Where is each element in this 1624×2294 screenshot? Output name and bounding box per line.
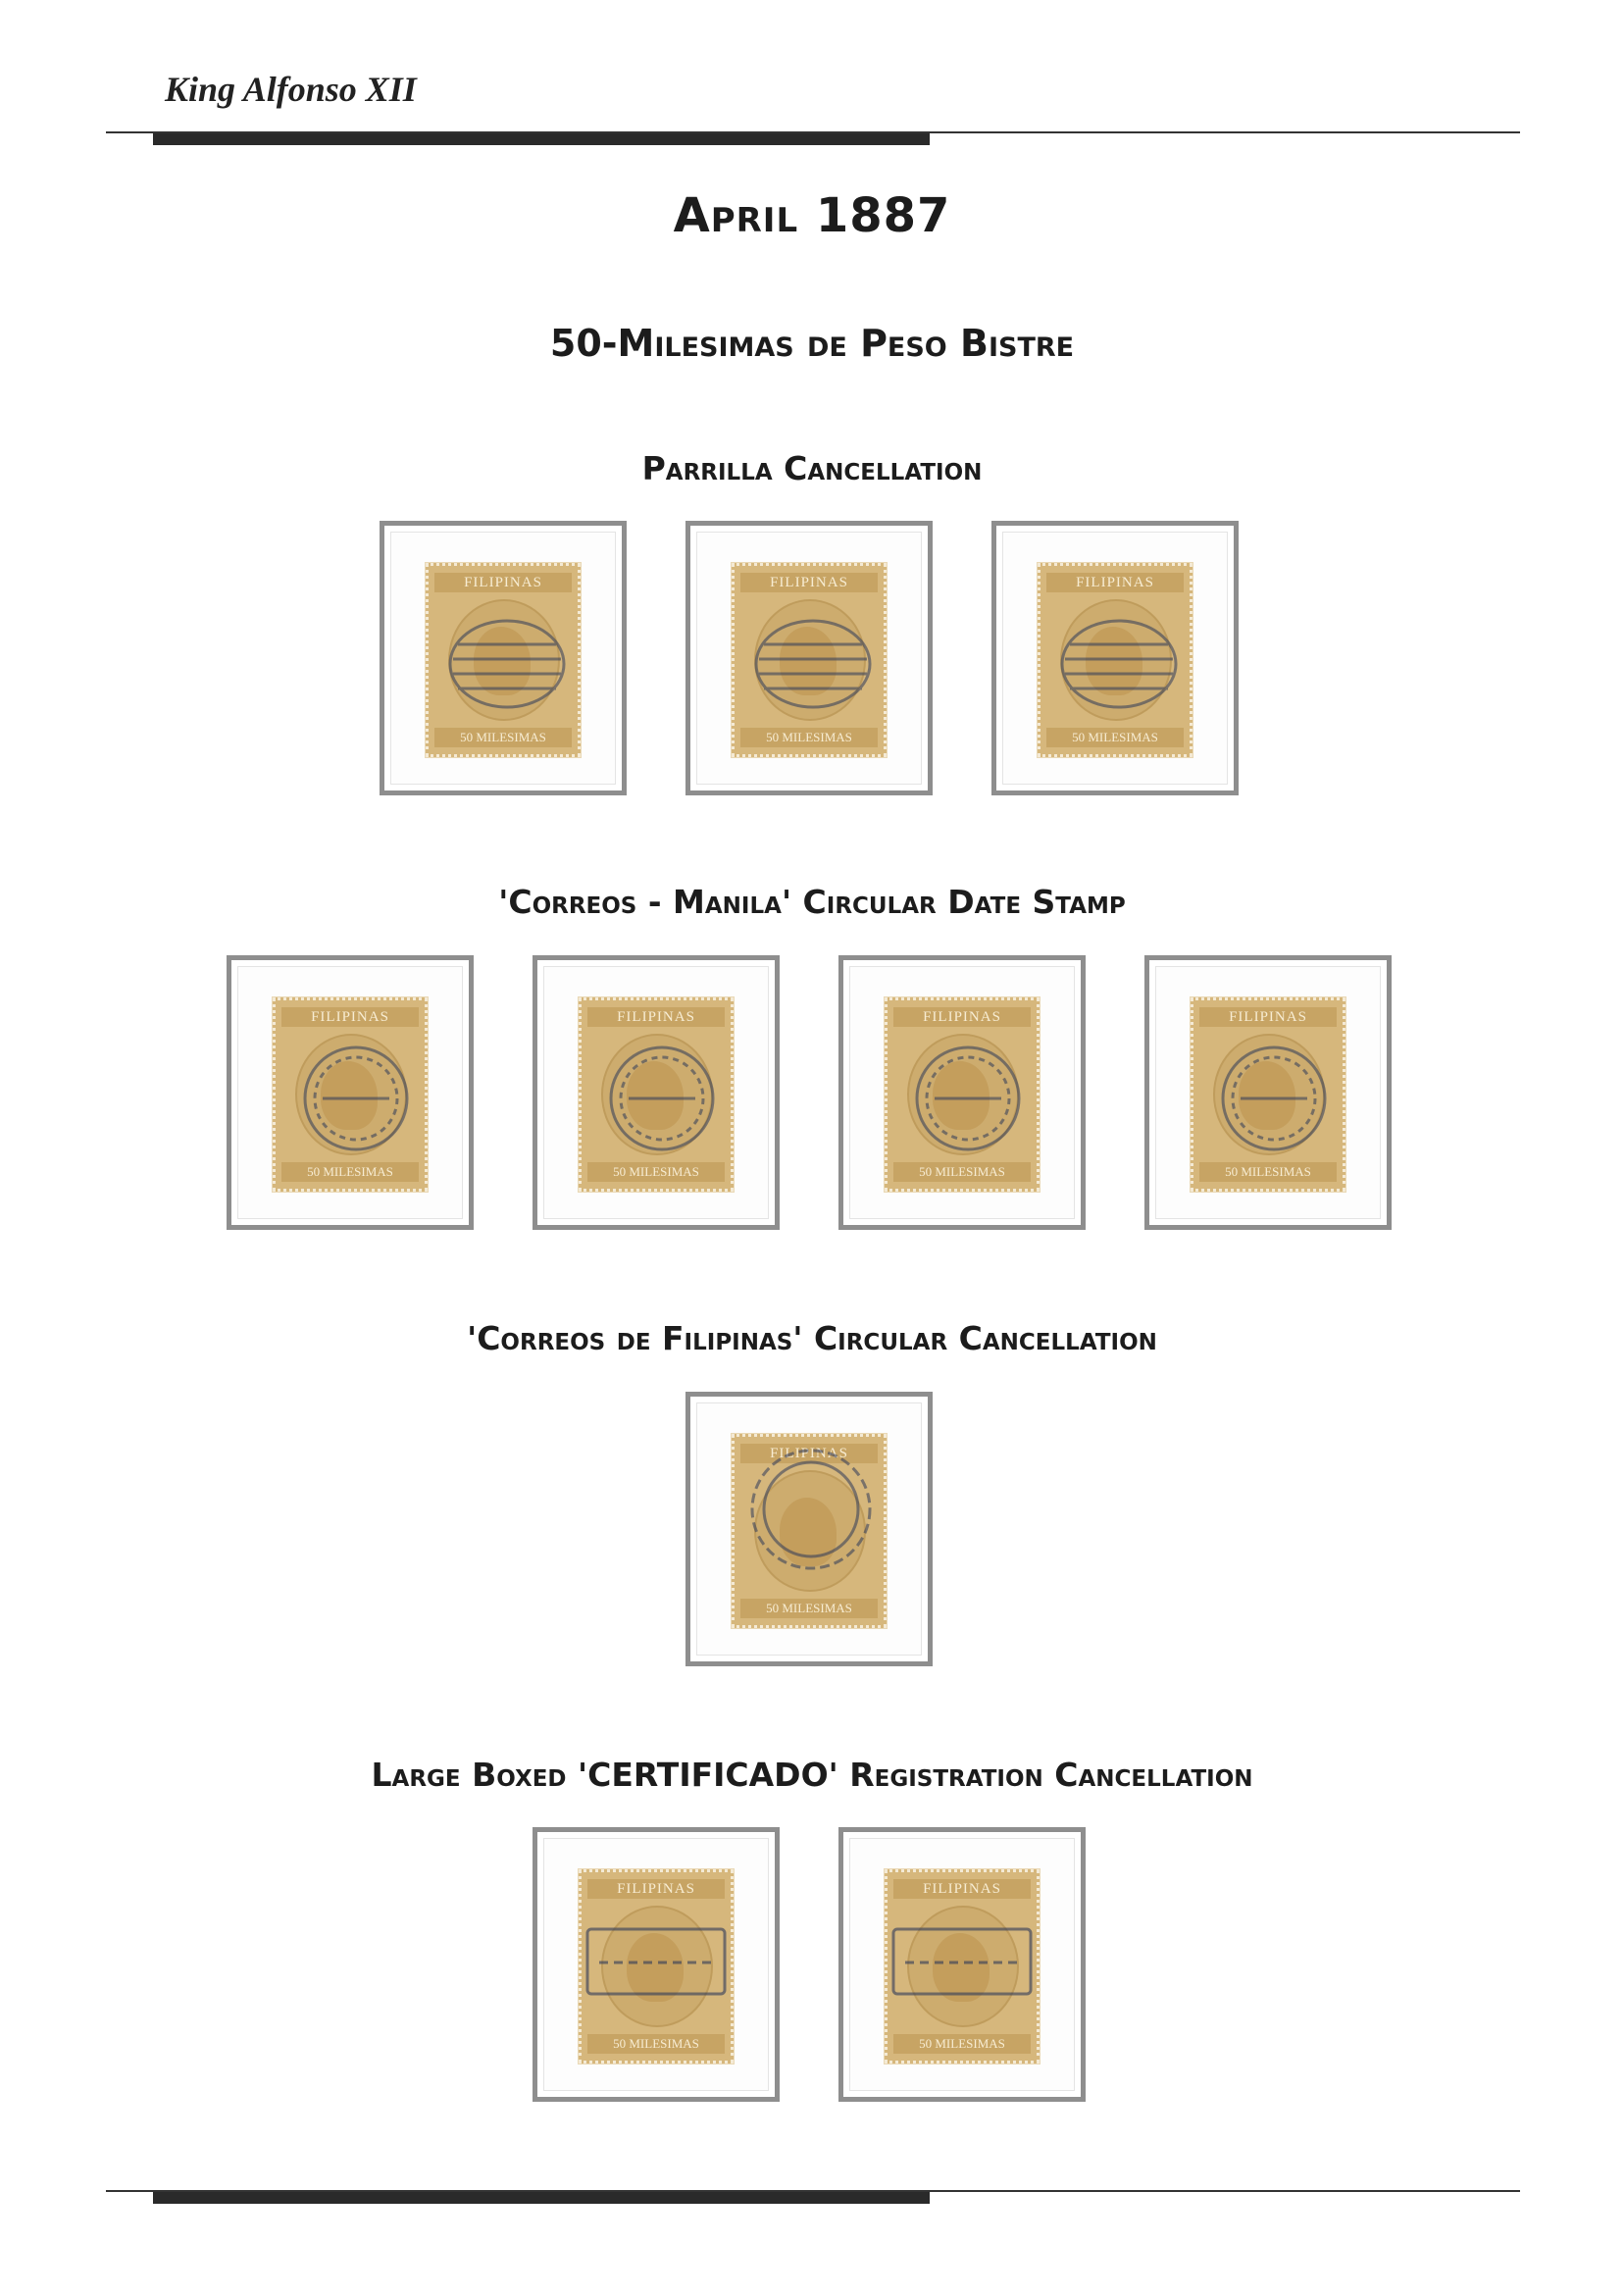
stamp-mount [838,1827,1086,2102]
stamp-country-label: FILIPINAS [1046,573,1184,592]
parrilla-cancel-mark [735,566,884,754]
stamp-value-label: 50 MILESIMAS [893,2034,1031,2054]
boxed-certificado-mark [582,1872,731,2061]
stamp-mount [685,521,933,795]
page-subtitle: 50-Milesimas de Peso Bistre [549,322,1075,365]
header-title: King Alfonso XII [165,70,417,109]
stamp-mount [1144,955,1392,1230]
page-title: April 1887 [673,188,951,243]
section-heading-manila: 'Correos - Manila' Circular Date Stamp [498,883,1126,921]
stamp-mount [991,521,1239,795]
stamp-value-label: 50 MILESIMAS [893,1162,1031,1182]
stamp-country-label: FILIPINAS [1199,1007,1337,1027]
circular-date-stamp-mark [888,1000,1037,1189]
header-rule-thick [153,133,930,145]
stamp [732,1434,887,1628]
stamp-country-label: FILIPINAS [434,573,572,592]
stamp-mount [380,521,627,795]
footer-rule-thick [153,2192,930,2204]
stamp-value-label: 50 MILESIMAS [1046,728,1184,747]
stamp-mount [533,955,780,1230]
parrilla-cancel-mark [1040,566,1190,754]
stamp-value-label: 50 MILESIMAS [740,1599,878,1618]
stamp-country-label: FILIPINAS [740,573,878,592]
boxed-certificado-mark [888,1872,1037,2061]
stamp-mount [838,955,1086,1230]
circular-date-stamp-mark [582,1000,731,1189]
circular-date-stamp-mark [1193,1000,1343,1189]
stamp-country-label: FILIPINAS [893,1879,1031,1899]
stamp-country-label: FILIPINAS [587,1007,725,1027]
stamp [885,997,1040,1192]
stamp-country-label: FILIPINAS [740,1444,878,1463]
parrilla-cancel-mark [429,566,578,754]
stamp-country-label: FILIPINAS [281,1007,419,1027]
stamp [426,563,581,757]
stamp [1191,997,1345,1192]
circular-date-stamp-mark [276,1000,425,1189]
stamp-value-label: 50 MILESIMAS [587,2034,725,2054]
stamp [885,1869,1040,2064]
stamp-value-label: 50 MILESIMAS [281,1162,419,1182]
stamp [1038,563,1193,757]
section-heading-certificado: Large Boxed 'CERTIFICADO' Registration Cancellation [371,1756,1253,1794]
stamp-value-label: 50 MILESIMAS [587,1162,725,1182]
stamp [579,1869,734,2064]
stamp-mount [533,1827,780,2102]
stamp-value-label: 50 MILESIMAS [740,728,878,747]
circular-cancel-mark [735,1437,884,1625]
stamp [579,997,734,1192]
section-heading-parrilla: Parrilla Cancellation [641,449,983,487]
stamp [732,563,887,757]
stamp-value-label: 50 MILESIMAS [1199,1162,1337,1182]
stamp [273,997,428,1192]
section-heading-filipinas: 'Correos de Filipinas' Circular Cancellation [467,1319,1157,1357]
stamp-value-label: 50 MILESIMAS [434,728,572,747]
stamp-mount [685,1392,933,1666]
stamp-mount [227,955,474,1230]
stamp-country-label: FILIPINAS [587,1879,725,1899]
stamp-country-label: FILIPINAS [893,1007,1031,1027]
